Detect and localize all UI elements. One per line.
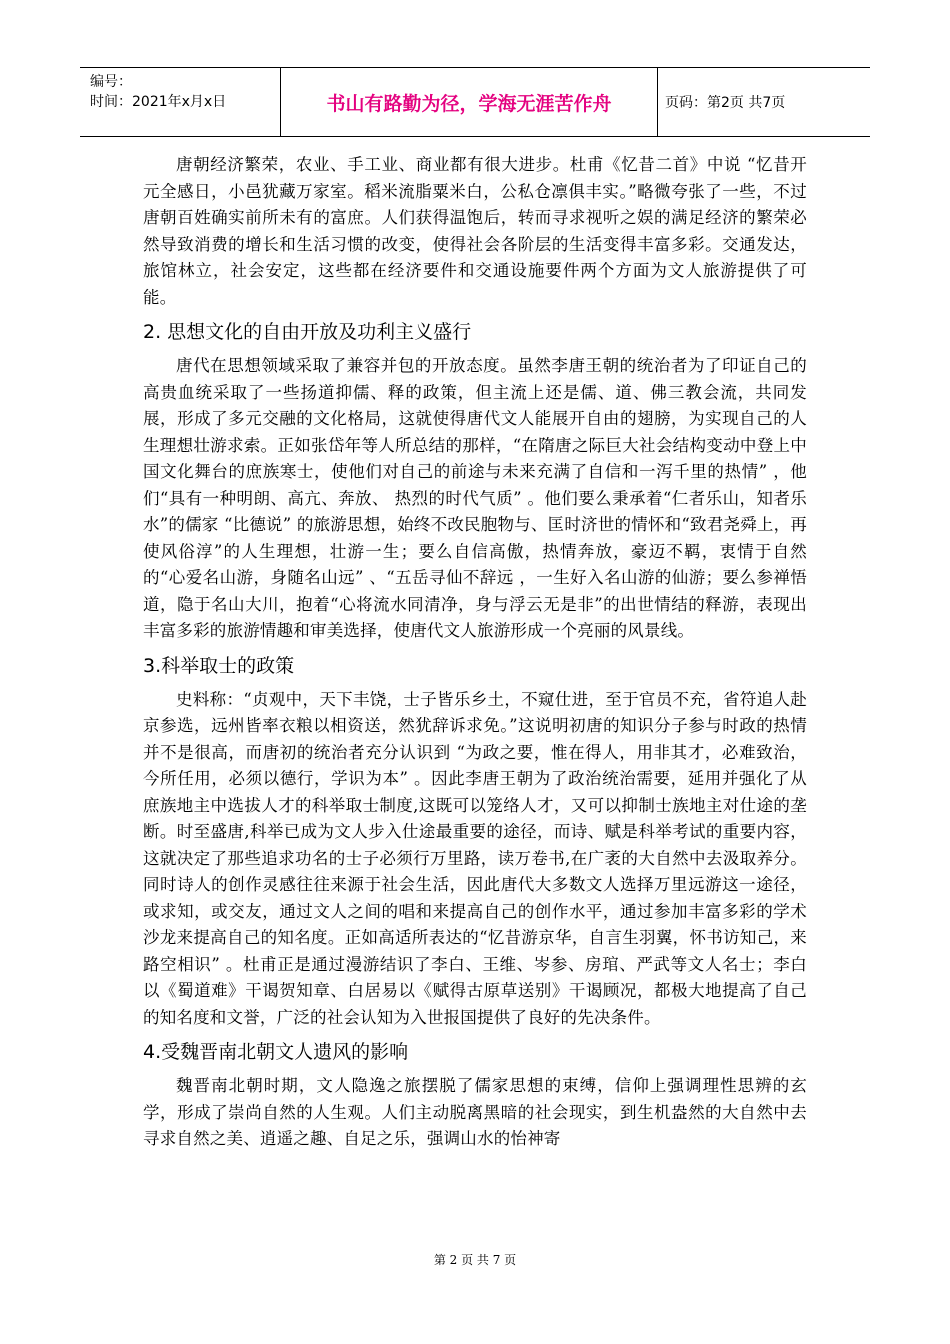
document-body: [143, 152, 807, 1153]
header-page-info: 页码：第2页 共7页: [665, 95, 786, 111]
header-motto: 书山有路勤为径，学海无涯苦作舟: [326, 92, 612, 115]
section-heading: 3.科举取士的政策: [143, 654, 295, 677]
document-number-label: 编号：: [90, 74, 132, 90]
document-time-label: 时间：2021年x月x日: [90, 94, 227, 110]
paragraph: 魏晋南北朝时期，文人隐逸之旅摆脱了儒家思想的束缚，信仰上强调理性思辨的玄学，形成了崇尚自然的人生观。人们主动脱离黑暗的社会现实，到生机盎然的大自然中去寻求自然之美、逍遥之趣、自足之乐，强调山水的怡神寄: [143, 1076, 807, 1148]
section-heading: 2. 思想文化的自由开放及功利主义盛行: [143, 321, 472, 343]
header-divider: [657, 68, 658, 136]
paragraph: 唐代在思想领域采取了兼容并包的开放态度。虽然李唐王朝的统治者为了印证自己的高贵血统采取了一些扬道抑儒、释的政策，但主流上还是儒、道、佛三教会流，共同发展，形成了多元交融的文化格局，这就使得唐代文人能展开自由的翅膀，为实现自己的人生理想壮游求索。正如张岱年等人所总结的那样，“在隋唐之际巨大社会结构变动中登上中国文化舞台的庶族寒士，使他们对自己的前途与未来充满了自信和一泻千里的热情” ，他们“具有一种明朗、高亢、奔放、 热烈的时代气质” 。他们要么秉承着“仁者乐山，知者乐水”的儒家 “比德说” 的旅游思想，始终不改民胞物与、匡时济世的情怀和“致君尧舜上，再使风俗淳”的人生理想，壮游一生；要么自信高傲，热情奔放，豪迈不羁，衷情于自然的“心爱名山游，身随名山远” 、“五岳寻仙不辞远 ，一生好入名山游的仙游；要么参禅悟道，隐于名山大川，抱着“心将流水同清净，身与浮云无是非”的出世情结的释游，表现出丰富多彩的旅游情趣和审美选择，使唐代文人旅游形成一个亮丽的风景线。: [143, 356, 807, 640]
section-heading: 4.受魏晋南北朝文人遗风的影响: [143, 1041, 409, 1063]
header-table: [80, 67, 870, 137]
header-meta: [90, 72, 280, 112]
paragraph: 史料称：“贞观中，天下丰饶，士子皆乐乡土，不窥仕进，至于官员不充，省符追人赴京参选，远州皆率衣粮以相资送，然犹辞诉求免。”这说明初唐的知识分子参与时政的热情并不是很高，而唐初的统治者充分认识到 “为政之要，惟在得人，用非其才，必难致治，今所任用，必须以德行，学识为本” 。因此李唐王朝为了政治统治需要，延用并强化了从庶族地主中选拔人才的科举取士制度,这既可以笼络人才，又可以抑制士族地主对仕途的垄断。时至盛唐,科举已成为文人步入仕途最重要的途径，而诗、赋是科举考试的重要内容，这就决定了那些追求功名的士子必须行万里路，读万卷书,在广袤的大自然中去汲取养分。同时诗人的创作灵感往往来源于社会生活，因此唐代大多数文人选择万里远游这一途径，或求知，或交友，通过文人之间的唱和来提高自己的创作水平，通过参加丰富多彩的学术沙龙来提高自己的知名度。正如高适所表达的“忆昔游京华，自言生羽翼，怀书访知己，来路空相识” 。杜甫正是通过漫游结识了李白、王维、岑参、房琯、严武等文人名士；李白以《蜀道难》干谒贺知章、白居易以《赋得古原草送别》干谒顾况，都极大地提高了自己的知名度和文誉，广泛的社会认知为入世报国提供了良好的先决条件。: [143, 689, 807, 1027]
paragraph: 唐朝经济繁荣，农业、手工业、商业都有很大进步。杜甫《忆昔二首》中说 “忆昔开元全感日，小邑犹藏万家室。稻米流脂粟米白，公私仓凛俱丰实。”略微夸张了一些，不过唐朝百姓确实前所未有的富庶。人们获得温饱后，转而寻求视听之娱的满足经济的繁荣必然导致消费的增长和生活习惯的改变，使得社会各阶层的生活变得丰富多彩。交通发达，旅馆林立，社会安定，这些都在经济要件和交通设施要件两个方面为文人旅游提供了可能。: [143, 155, 807, 307]
page-footer: 第 2 页 共 7 页: [433, 1253, 517, 1267]
